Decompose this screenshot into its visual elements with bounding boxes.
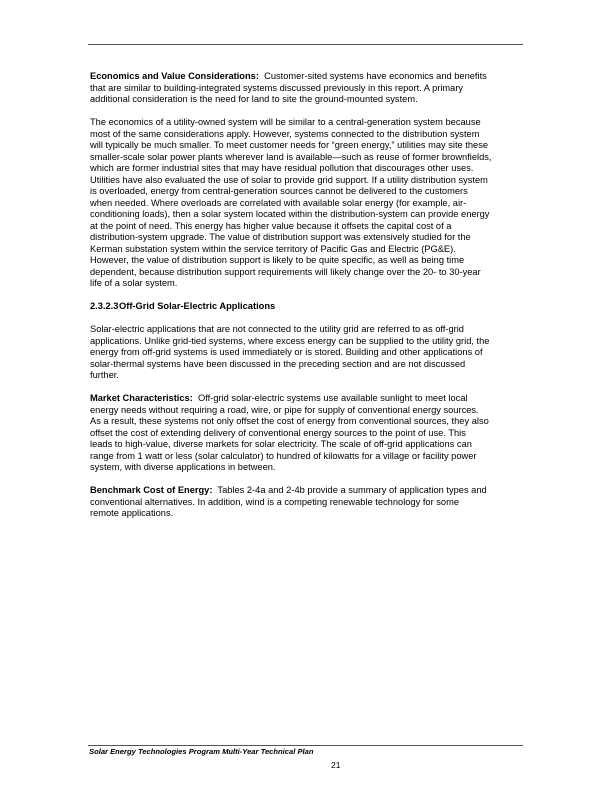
document-body [90, 71, 530, 531]
paragraph-off-grid-intro [90, 324, 530, 382]
text-line: further. [90, 370, 119, 380]
text-line [90, 485, 530, 497]
text-line: when needed. Where overloads are correlated with available solar energy (for example, air- [90, 197, 467, 208]
paragraph-lead: Benchmark Cost of Energy: [90, 485, 213, 495]
text-line: Kerman substation system within the service territory of Pacific Gas and Electric (PG&E). [90, 243, 456, 254]
paragraph-utility-owned [90, 117, 530, 290]
text-line: offset the cost of extending delivery of conventional energy sources to the point of use. This [90, 427, 466, 438]
text-line: range from 1 watt or less (solar calculator) to hundred of kilowatts for a village or facility power [90, 450, 477, 461]
text-line: smaller-scale solar power plants wherever land is available—such as reuse of former brownfields, [90, 151, 492, 162]
section-heading [90, 301, 530, 313]
text-line: applications. Unlike grid-tied systems, where excess energy can be supplied to the utility grid, the [90, 335, 490, 346]
text-line: life of a solar system. [90, 278, 178, 288]
text-line: solar-thermal systems have been discussed in the preceding section and are not discussed [90, 358, 466, 369]
text-line [90, 393, 530, 405]
text-line: As a result, these systems not only offset the cost of energy from conventional sources, they also [90, 416, 489, 426]
text-line: conventional alternatives. In addition, wind is a competing renewable technology for some [90, 496, 459, 507]
header-rule [88, 44, 523, 45]
paragraph-lead: Economics and Value Considerations: [90, 71, 259, 81]
footer-rule [88, 745, 523, 746]
text-line: energy needs without requiring a road, wire, or pipe for supply of conventional energy sources. [90, 404, 479, 415]
text-line: Utilities have also evaluated the use of solar to provide grid support. If a utility distribution system [90, 174, 488, 185]
text-line: leads to high-value, diverse markets for solar electricity. The scale of off-grid applications can [90, 439, 472, 449]
paragraph-economics [90, 71, 530, 106]
text-line: most of the same considerations apply. However, systems connected to the distribution system [90, 128, 480, 139]
text-line: However, the value of distribution support is likely to be quite specific, as well as being time [90, 255, 465, 265]
text-line: is overloaded, energy from central-generation sources cannot be delivered to the customers [90, 186, 468, 196]
text-line-rest: Customer-sited systems have economics and benefits [258, 71, 487, 81]
text-line-rest: Tables 2-4a and 2-4b provide a summary of application types and [212, 485, 487, 495]
text-line: The economics of a utility-owned system will be similar to a central-generation system because [90, 117, 481, 127]
paragraph-lead: Market Characteristics: [90, 393, 193, 403]
text-line: will typically be much smaller. To meet customer needs for “green energy,” utilities may site these [90, 140, 489, 150]
footer-title: Solar Energy Technologies Program Multi-Year Technical Plan [89, 747, 314, 756]
text-line: remote applications. [90, 508, 174, 518]
page-number: 21 [331, 760, 341, 770]
text-line: distribution-system upgrade. The value of distribution support was extensively studied for the [90, 232, 471, 242]
section-title: Off-Grid Solar-Electric Applications [119, 301, 276, 311]
section-number: 2.3.2.3 [90, 301, 119, 311]
text-line: dependent, because distribution support requirements will likely change over the 20- to 30-year [90, 266, 481, 277]
text-line: that are similar to building-integrated systems discussed previously in this report. A primary [90, 82, 464, 93]
text-line: at the point of need. This energy has higher value because it offsets the capital cost of a [90, 220, 452, 231]
paragraph-benchmark-cost [90, 485, 530, 520]
text-line [90, 71, 530, 83]
text-line: Solar-electric applications that are not connected to the utility grid are referred to as off-grid [90, 324, 464, 334]
text-line: which are former industrial sites that may have residual pollution that discourages other uses. [90, 163, 474, 173]
text-line: conditioning loads), then a solar system located within the distribution-system can provide energy [90, 209, 490, 219]
text-line: additional consideration is the need for land to site the ground-mounted system. [90, 94, 418, 104]
text-line: energy from off-grid systems is used immediately or is stored. Building and other applications of [90, 347, 483, 357]
text-line-rest: Off-grid solar-electric systems use available sunlight to meet local [192, 393, 468, 403]
text-line: system, with diverse applications in between. [90, 462, 276, 472]
paragraph-market-characteristics [90, 393, 530, 474]
